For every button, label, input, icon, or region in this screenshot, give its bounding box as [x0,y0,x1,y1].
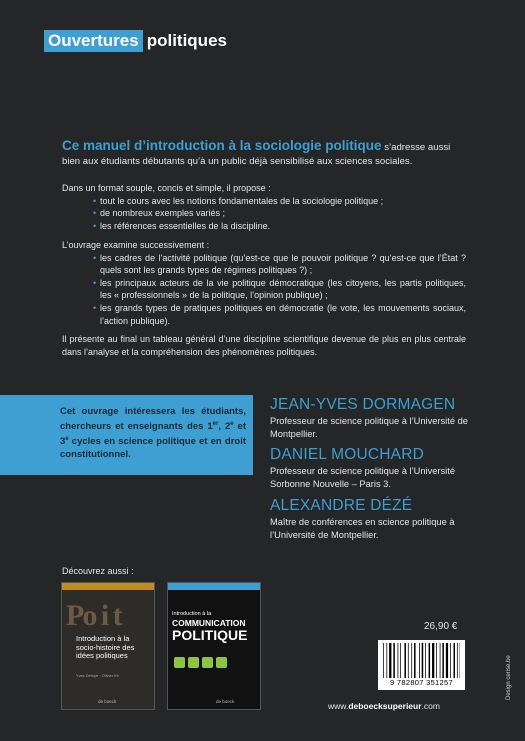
list-item: • les grands types de pratiques politiques en démocratie (le vote, les mouvements sociaux, l’action publique). [100,302,466,327]
author-desc: Professeur de science politique à l’Université de Montpellier. [270,416,468,439]
cover-icons [174,657,227,668]
lead-paragraph [62,139,470,169]
conclusion-paragraph: Il présente au final un tableau général d’une discipline scientifique devenue de plus en plus centrale dans l’analyse et la compréhension des phénomènes politiques. [62,334,466,357]
cover-title: Introduction à la socio-histoire des idées politiques [76,634,135,660]
proposal-list [62,195,466,233]
list-item: • les cadres de l’activité politique (qu’est-ce que le pouvoir politique ? qu’est-ce que l’État ? quels sont les grands types de régimes politiques ?) ; [100,252,466,277]
author-3 [270,497,480,542]
series-word-2: politiques [146,31,227,50]
author-desc: Maître de conférences en science politique à l’Université de Montpellier. [270,517,455,540]
price: 26,90 € [424,621,458,632]
lead-rest: s’adresse aussi bien aux étudiants débutants qu’à un public déjà sensibilisé aux sciences sociales. [62,142,451,167]
cover-band [168,583,260,590]
publisher-url[interactable]: www.deboecksuperieur.com [328,701,440,711]
list-item: • les principaux acteurs de la vie politique démocratique (les citoyens, les partis politiques, les « professionnels » de la politique, l’opinion publique) ; [100,277,466,302]
cover-authors: Yves Déloye · Olivier Ihl [76,673,119,678]
series-word-1: Ouvertures [44,30,143,52]
lead-highlight: Ce manuel d’introduction à la sociologie politique [62,138,382,153]
list-item: • de nombreux exemples variés ; [100,207,466,220]
contents-list [62,252,466,328]
contents-intro: L’ouvrage examine successivement : [62,240,210,250]
isbn: 9 782807 351257 [390,678,453,687]
audience-text: Cet ouvrage intéressera les étudiants, chercheurs et enseignants des 1er, 2e et 3e cycles en science politique et en droit constitutionnel. [60,406,247,461]
author-2 [270,446,480,491]
cover-publisher: de boeck [216,699,235,704]
design-credit: Design cerise.be [506,655,512,700]
cover-band [62,583,154,590]
author-1 [270,396,480,441]
contents-section [62,239,466,327]
barcode [378,640,465,690]
proposal-section [62,182,466,232]
cover-subtitle: Introduction à la [172,611,212,617]
cover-title-2: POLITIQUE [172,627,248,643]
barcode-bars [383,643,460,678]
book-cover-communication[interactable] [167,582,261,710]
cover-graphic-text: Po i t [66,599,121,632]
cover-title-1: COMMUNICATION [172,618,246,628]
author-name: DANIEL MOUCHARD [270,446,424,463]
discover-label: Découvrez aussi : [62,566,134,576]
book-cover-sociohistoire[interactable] [61,582,155,710]
author-desc: Professeur de science politique à l’Université Sorbonne Nouvelle – Paris 3. [270,466,455,489]
author-name: ALEXANDRE DÉZÉ [270,497,413,514]
author-name: JEAN-YVES DORMAGEN [270,396,456,413]
cover-publisher: de boeck [98,699,117,704]
proposal-intro: Dans un format souple, concis et simple, il propose : [62,183,271,193]
list-item: • tout le cours avec les notions fondamentales de la sociologie politique ; [100,195,466,208]
list-item: • les références essentielles de la discipline. [100,220,466,233]
series-logo [44,30,231,52]
